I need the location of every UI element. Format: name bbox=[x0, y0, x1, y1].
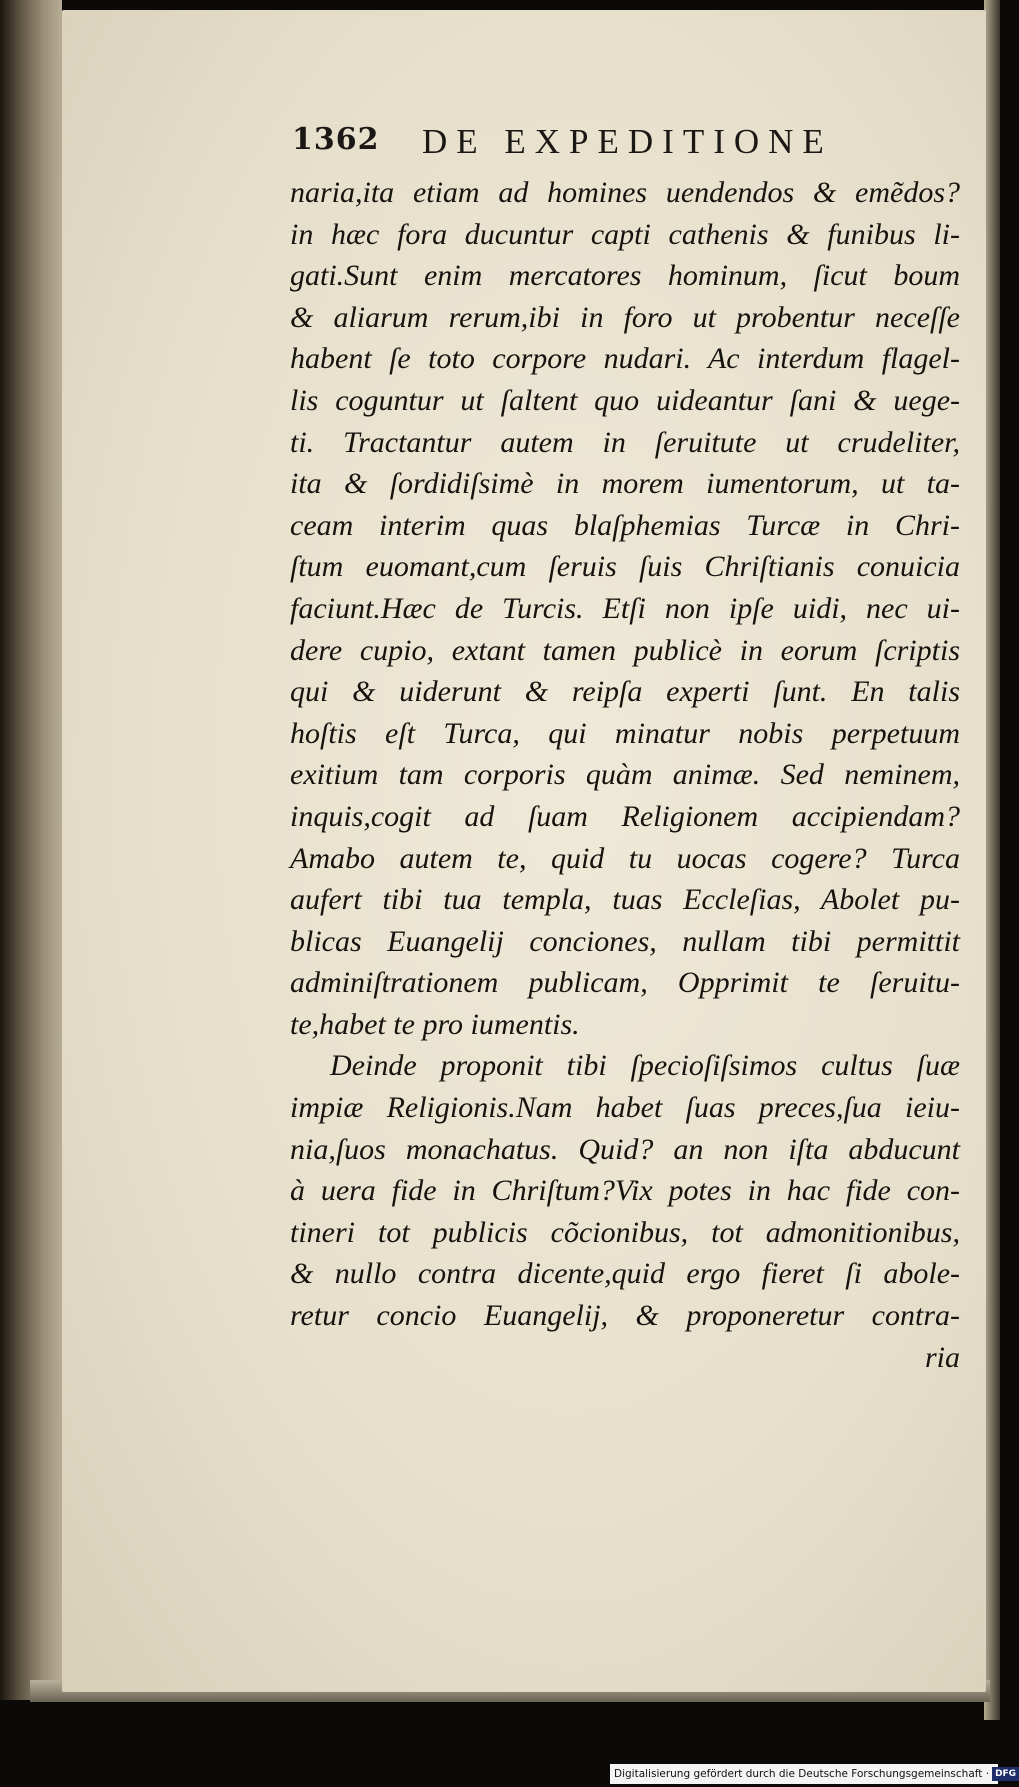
credit-text: Digitalisierung gefördert durch die Deutsche Forschungsgemeinschaft · bbox=[614, 1768, 990, 1780]
text-line: & nullo contra dicente,quid ergo fieret ſi abole- bbox=[290, 1257, 960, 1291]
text-line: qui & uiderunt & reipſa experti ſunt. En talis bbox=[290, 675, 960, 709]
text-line: naria,ita etiam ad homines uendendos & emẽdos? bbox=[290, 176, 960, 209]
text-line: ita & ſordidiſsimè in morem iumentorum, ut ta- bbox=[290, 467, 960, 501]
text-line: blicas Euangelij conciones, nullam tibi permittit bbox=[290, 924, 960, 958]
catchword: ria bbox=[924, 1340, 960, 1374]
running-head: DE EXPEDITIONE bbox=[422, 122, 833, 161]
text-line: gati.Sunt enim mercatores hominum, ſicut boum bbox=[290, 259, 960, 293]
text-line: aufert tibi tua templa, tuas Eccleſias, Abolet pu- bbox=[290, 883, 960, 917]
book-spine-edge bbox=[0, 0, 62, 1700]
text-line: inquis,cogit ad ſuam Religionem accipiendam? bbox=[290, 799, 960, 833]
page-right-edge bbox=[984, 0, 1000, 1720]
text-line: habent ſe toto corpore nudari. Ac interdum flagel- bbox=[290, 342, 960, 376]
text-line: te,habet te pro iumentis. bbox=[290, 1007, 580, 1041]
text-line: dere cupio, extant tamen publicè in eorum ſcriptis bbox=[290, 633, 960, 667]
text-line: ſtum euomant,cum ſeruis ſuis Chriſtianis conuicia bbox=[290, 550, 960, 584]
text-line: adminiſtrationem publicam, Opprimit te ſeruitu- bbox=[290, 966, 960, 1000]
body-text bbox=[290, 172, 960, 1378]
text-line: hoſtis eſt Turca, qui minatur nobis perpetuum bbox=[290, 716, 960, 750]
text-line: lis coguntur ut ſaltent quo uideantur ſani & uege- bbox=[290, 383, 960, 417]
page-number: 1362 bbox=[292, 122, 380, 157]
text-line: faciunt.Hæc de Turcis. Etſi non ipſe uidi, nec ui- bbox=[290, 591, 960, 625]
text-line: in hæc fora ducuntur capti cathenis & funibus li- bbox=[290, 217, 960, 251]
text-line: à uera fide in Chriſtum?Vix potes in hac fide con- bbox=[290, 1174, 960, 1208]
dfg-logo: DFG bbox=[992, 1767, 1019, 1781]
text-line: exitium tam corporis quàm animæ. Sed neminem, bbox=[290, 758, 960, 792]
text-line: Deinde proponit tibi ſpecioſiſsimos cultus ſuæ bbox=[330, 1049, 960, 1083]
text-line: & aliarum rerum,ibi in foro ut probentur neceſſe bbox=[290, 300, 960, 334]
text-line: ti. Tractantur autem in ſeruitute ut crudeliter, bbox=[290, 425, 960, 459]
text-line: ceam interim quas blaſphemias Turcæ in Chri- bbox=[290, 508, 960, 542]
text-line: tineri tot publicis cõcionibus, tot admonitionibus, bbox=[290, 1215, 960, 1249]
text-line: nia,ſuos monachatus. Quid? an non iſta abducunt bbox=[290, 1132, 960, 1166]
digitization-credit bbox=[610, 1764, 1017, 1784]
text-line: retur concio Euangelij, & proponeretur contra- bbox=[290, 1299, 960, 1333]
page-header bbox=[292, 122, 972, 166]
text-line: impiæ Religionis.Nam habet ſuas preces,ſua ieiu- bbox=[290, 1091, 960, 1125]
text-line: Amabo autem te, quid tu uocas cogere? Turca bbox=[290, 841, 960, 875]
